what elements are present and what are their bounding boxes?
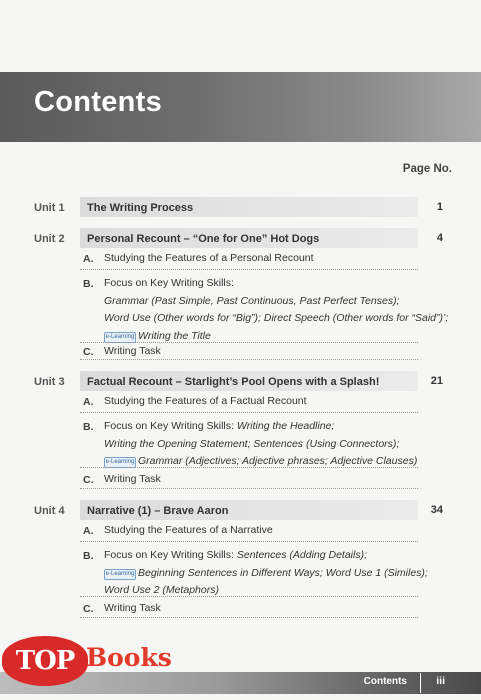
- unit-3-page: 21: [430, 375, 443, 387]
- e-learning-badge-icon: e-Learning: [104, 332, 136, 343]
- footer-page-number: iii: [436, 675, 445, 687]
- unit-1-page: 1: [436, 201, 443, 213]
- leader-dots: [80, 488, 418, 489]
- unit-2-item-c-letter: C.: [83, 346, 94, 358]
- unit-3-item-b[interactable]: [104, 418, 417, 471]
- unit-4-item-a[interactable]: Studying the Features of a Narrative: [104, 524, 273, 536]
- unit-2-item-b-letter: B.: [83, 278, 94, 290]
- leader-dots: [80, 467, 418, 468]
- unit-2-item-b-line4: Writing the Title: [138, 329, 211, 342]
- unit-3-item-b-line1-italic: Writing the Headline;: [236, 420, 335, 432]
- leader-dots: [80, 617, 418, 618]
- unit-2-label: Unit 2: [34, 233, 65, 245]
- unit-4-item-b-letter: B.: [83, 550, 94, 562]
- unit-3-label: Unit 3: [34, 376, 65, 388]
- unit-3-item-c[interactable]: Writing Task: [104, 473, 161, 485]
- leader-dots: [80, 412, 418, 413]
- unit-3-item-b-line3: Grammar (Adjectives; Adjective phrases; Adjective Clauses): [138, 455, 418, 467]
- unit-2-item-b-line3: Word Use (Other words for “Big”); Direct Speech (Other words for “Said”)’;: [104, 312, 449, 324]
- unit-4-item-c[interactable]: Writing Task: [104, 602, 161, 614]
- unit-2-title[interactable]: Personal Recount – “One for One” Hot Dogs: [87, 233, 320, 245]
- footer-label: Contents: [363, 676, 407, 687]
- unit-4-label: Unit 4: [34, 505, 65, 517]
- page-number-heading: Page No.: [402, 163, 452, 175]
- leader-dots: [80, 359, 418, 360]
- footer-divider: [420, 673, 421, 693]
- unit-1-label: Unit 1: [34, 202, 65, 214]
- leader-dots: [80, 269, 418, 270]
- unit-3-item-b-letter: B.: [83, 421, 94, 433]
- unit-3-item-b-line2: Writing the Opening Statement; Sentences (Using Connectors);: [104, 437, 400, 450]
- unit-4-item-b-line3: Word Use 2 (Metaphors): [104, 584, 219, 596]
- e-learning-badge-icon: e-Learning: [104, 569, 136, 580]
- unit-2-item-a-letter: A.: [83, 253, 94, 265]
- unit-3-item-c-letter: C.: [83, 474, 94, 486]
- unit-2-item-b-line1: Focus on Key Writing Skills:: [104, 277, 234, 289]
- unit-2-item-a[interactable]: Studying the Features of a Personal Recount: [104, 252, 314, 264]
- unit-2-item-b-line2: Grammar (Past Simple, Past Continuous, Past Perfect Tenses);: [104, 294, 400, 307]
- watermark-top-logo: TOP: [2, 636, 88, 686]
- unit-4-title[interactable]: Narrative (1) – Brave Aaron: [87, 505, 229, 517]
- unit-4-item-b-line2: Beginning Sentences in Different Ways; Word Use 1 (Similes);: [138, 566, 428, 579]
- e-learning-badge-icon: e-Learning: [104, 457, 136, 468]
- unit-4-item-b-line1-plain: Focus on Key Writing Skills:: [104, 549, 237, 561]
- page-title: Contents: [34, 86, 163, 118]
- leader-dots: [80, 541, 418, 542]
- unit-3-item-a[interactable]: Studying the Features of a Factual Recount: [104, 395, 307, 407]
- unit-4-item-a-letter: A.: [83, 525, 94, 537]
- unit-4-item-b-line1-italic: Sentences (Adding Details);: [236, 549, 368, 561]
- unit-2-page: 4: [436, 232, 443, 244]
- leader-dots: [80, 596, 418, 597]
- unit-4-item-c-letter: C.: [83, 603, 94, 615]
- unit-4-item-b[interactable]: [104, 547, 428, 600]
- unit-3-item-a-letter: A.: [83, 396, 94, 408]
- unit-2-item-c[interactable]: Writing Task: [104, 345, 161, 357]
- unit-2-item-b[interactable]: [104, 275, 448, 345]
- unit-3-item-b-line1-plain: Focus on Key Writing Skills:: [104, 420, 237, 432]
- unit-4-page: 34: [430, 504, 443, 516]
- watermark-books-logo: Books: [86, 643, 172, 672]
- unit-3-title[interactable]: Factual Recount – Starlight’s Pool Opens with a Splash!: [87, 376, 380, 388]
- unit-1-title[interactable]: The Writing Process: [87, 202, 194, 214]
